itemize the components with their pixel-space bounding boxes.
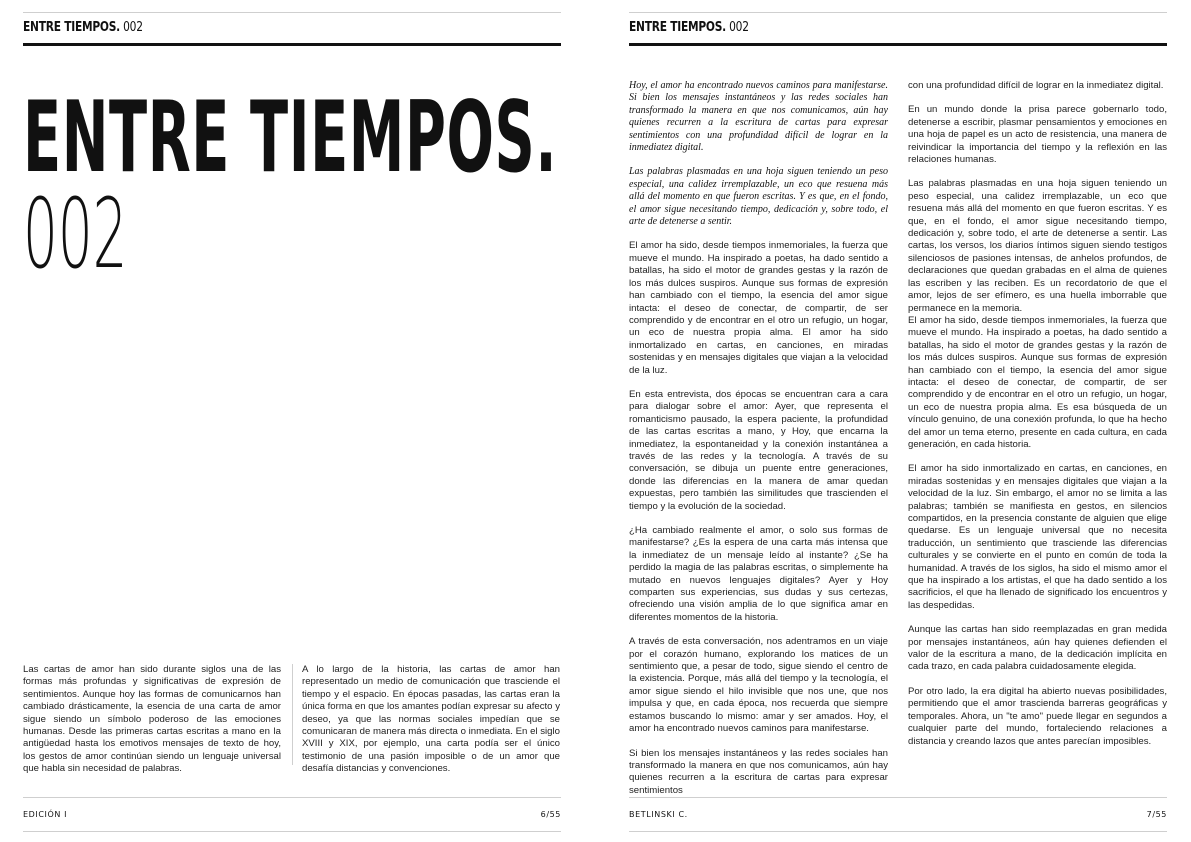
article-paragraph: con una profundidad difícil de lograr en la inmediatez digital. <box>908 80 1164 91</box>
running-head <box>629 20 749 35</box>
top-hairline <box>629 12 1167 13</box>
running-head-number: 002 <box>729 20 749 35</box>
article-paragraph: Aunque las cartas han sido reemplazadas en gran medida por mensajes instantáneos, aún hay quienes defienden el valor de la escritura a mano, de la dedicación implícita en cada trazo, en cada palabra cuidadosamente elegida. <box>908 624 1167 673</box>
article-paragraph: Las palabras plasmadas en una hoja siguen teniendo un peso especial, una calidez irremplazable, un eco que resuena más allá del momento en que fueron escritas. Y es que, en el fondo, el amor sigue necesitando tiempo, dedicación y, sobre todo, el arte de detenerse a sentir. Las cartas, los versos, los diarios íntimos siguen siendo testigos silenciosos de pasiones intensas, de anhelos profundos, de declaraciones que quedan grabadas en el alma de quienes las escriben y las reciben. Es un recordatorio de que el amor, lejos de ser efímero, es una huella imborrable que permanece en la memoria. <box>908 178 1167 314</box>
page-number: 6/55 <box>540 810 561 819</box>
article-paragraph: El amor ha sido, desde tiempos inmemoriales, la fuerza que mueve el mundo. Ha inspirado a poetas, ha dado sentido a batallas, ha sido el motor de grandes gestas y la razón de los más dulces suspiros. Aunque sus formas de expresión han cambiado con el tiempo, la esencia del amor sigue intacta: el deseo de conectar, de compartir, de ser comprendido y de encontrar en el otro un refugio, un hogar, un eco de nuestra propia alma. El amor ha sido inmortalizado en cartas, en canciones, en miradas sostenidas y en mensajes digitales que viajan a la velocidad de la luz. <box>629 240 888 376</box>
running-head <box>23 20 143 35</box>
footer-rule-bottom <box>23 831 561 832</box>
running-head-number: 002 <box>123 20 143 35</box>
article-column-1 <box>629 80 888 809</box>
intro-column-2: A lo largo de la historia, las cartas de amor han representado un medio de comunicación que trasciende el tiempo y el espacio. En épocas pasadas, las cartas eran la única forma en que los amantes podían expresar su afecto y deseo, ya que las normas sociales impedían que se comunicaran de manera más directa o inmediata. En el siglo XVIII y XIX, por ejemplo, una carta podía ser el único testimonio de una pasión imposible o de un amor que desafía distancias y convenciones. <box>302 664 560 775</box>
running-head-title: ENTRE TIEMPOS. <box>23 20 120 35</box>
header-rule <box>629 43 1167 46</box>
right-page <box>596 0 1191 842</box>
article-paragraph: El amor ha sido, desde tiempos inmemoriales, la fuerza que mueve el mundo. Ha inspirado a poetas, ha dado sentido a batallas, ha sido el motor de grandes gestas y la razón de los más dulces suspiros. Aunque sus formas de expresión han cambiado con el tiempo, la esencia del amor sigue intacta: el deseo de conectar, de compartir, de ser comprendido y de encontrar en el otro un refugio, un hogar, un eco de nuestra propia alma. Es esa búsqueda de un vínculo genuino, de una conexión profunda, lo que ha hecho del amor un tema eterno, presente en cada cultura, en cada generación, en cada historia. <box>908 314 1167 450</box>
running-head-title: ENTRE TIEMPOS. <box>629 20 726 35</box>
issue-number: 002 <box>23 178 128 290</box>
footer-rule-bottom <box>629 831 1167 832</box>
article-paragraph: Hoy, el amor ha encontrado nuevos caminos para manifestarse. Si bien los mensajes instantáneos y las redes sociales han transformado la manera en que nos comunicamos, aún hay quienes recurren a la escritura de cartas para expresar sentimientos con una profundidad difícil de lograr en la inmediatez digital. <box>629 80 888 154</box>
intro-column-1: Las cartas de amor han sido durante siglos una de las formas más profundas y significativas de expresión de sentimientos. Aunque hoy las formas de comunicarnos han cambiado drásticamente, la esencia de una carta de amor sigue siendo un símbolo poderoso de las emociones humanas. Desde las primeras cartas escritas a mano en la antigüedad hasta los emotivos mensajes de texto de hoy, los gestos de amor continúan siendo un lenguaje universal que habla sin necesidad de palabras. <box>23 664 281 775</box>
footer-author: BETLINSKI C. <box>629 810 688 819</box>
header-rule <box>23 43 561 46</box>
left-page <box>0 0 595 842</box>
article-paragraph: ¿Ha cambiado realmente el amor, o solo sus formas de manifestarse? ¿Es la espera de una carta más intensa que la inmediatez de un mensaje leído al instante? ¿Se ha perdido la magia de las palabras escritas, o simplemente ha mutado en nuevos lenguajes digitales? Ayer y Hoy comparten sus experiencias, sus dudas y sus certezas, ofreciendo una visión amplia de lo que significa amar en diferentes momentos de la historia. <box>629 525 888 623</box>
article-paragraph: Por otro lado, la era digital ha abierto nuevas posibilidades, permitiendo que el amor trascienda barreras geográficas y temporales. Ahora, un "te amo" puede llegar en segundos a cualquier parte del mundo, fortaleciendo relaciones a distancia y creando lazos que antes parecían imposibles. <box>908 685 1167 747</box>
article-paragraph: A través de esta conversación, nos adentramos en un viaje por el corazón humano, explorando los matices de un sentimiento que, a pesar de todo, sigue siendo el centro de la existencia. Porque, más allá del tiempo y la tecnología, el amor sigue siendo el hilo invisible que nos une, que nos impulsa y que, en cada época, nos recuerda que siempre estamos buscando lo mismo: amar y ser amados. Hoy, el amor ha encontrado nuevos caminos para manifestarse. <box>629 636 888 735</box>
footer-rule-top <box>23 797 561 798</box>
article-paragraph: El amor ha sido inmortalizado en cartas, en canciones, en miradas sostenidas y en mensajes digitales que viajan a la velocidad de la luz. Sin embargo, el amor no se limita a las palabras; también se manifiesta en gestos, en silencios compartidos, en la presencia constante de alguien que elige quedarse. Es un lenguaje universal que no necesita traducción, un sentimiento que trasciende las diferencias culturales y se convierte en el punto en común de toda la humanidad. A través de los siglos, ha sido el mismo amor el que ha inspirado a los artistas, el que ha dado sentido a los sacrificios, el que ha llenado de significado los encuentros y las despedidas. <box>908 463 1167 611</box>
footer-edition: EDICIÓN I <box>23 810 68 819</box>
page-title: ENTRE TIEMPOS. <box>23 81 558 195</box>
article-paragraph: En esta entrevista, dos épocas se encuentran cara a cara para dialogar sobre el amor: Ayer, que representa el romanticismo pausado, la espera paciente, la profundidad de las cartas escritas a mano, y Hoy, que encarna la inmediatez, la espontaneidad y la conexión instantánea a través de las redes y la tecnología. A través de su conversación, se dibuja un puente entre generaciones, donde las diferencias en la manera de amar quedan expuestas, pero también las similitudes que trascienden el tiempo y la evolución de la sociedad. <box>629 388 888 512</box>
footer-rule-top <box>629 797 1167 798</box>
article-column-2 <box>908 80 1167 760</box>
page-number: 7/55 <box>1146 810 1167 819</box>
article-paragraph: Si bien los mensajes instantáneos y las redes sociales han transformado la manera en que nos comunicamos, aún hay quienes recurren a la escritura de cartas para expresar sentimientos <box>629 747 888 796</box>
article-paragraph: Las palabras plasmadas en una hoja siguen teniendo un peso especial, una calidez irremplazable, un eco que resuena más allá del momento en que fueron escritas. Y es que, en el fondo, el amor sigue necesitando tiempo, dedicación y, sobre todo, el arte de detenerse a sentir. <box>629 166 888 228</box>
top-hairline <box>23 12 561 13</box>
article-paragraph: En un mundo donde la prisa parece gobernarlo todo, detenerse a escribir, plasmar pensamientos y emociones en una hoja de papel es un acto de resistencia, una manera de reivindicar la importancia del tiempo y la reflexión en las relaciones humanas. <box>908 104 1167 166</box>
column-divider <box>292 664 293 765</box>
